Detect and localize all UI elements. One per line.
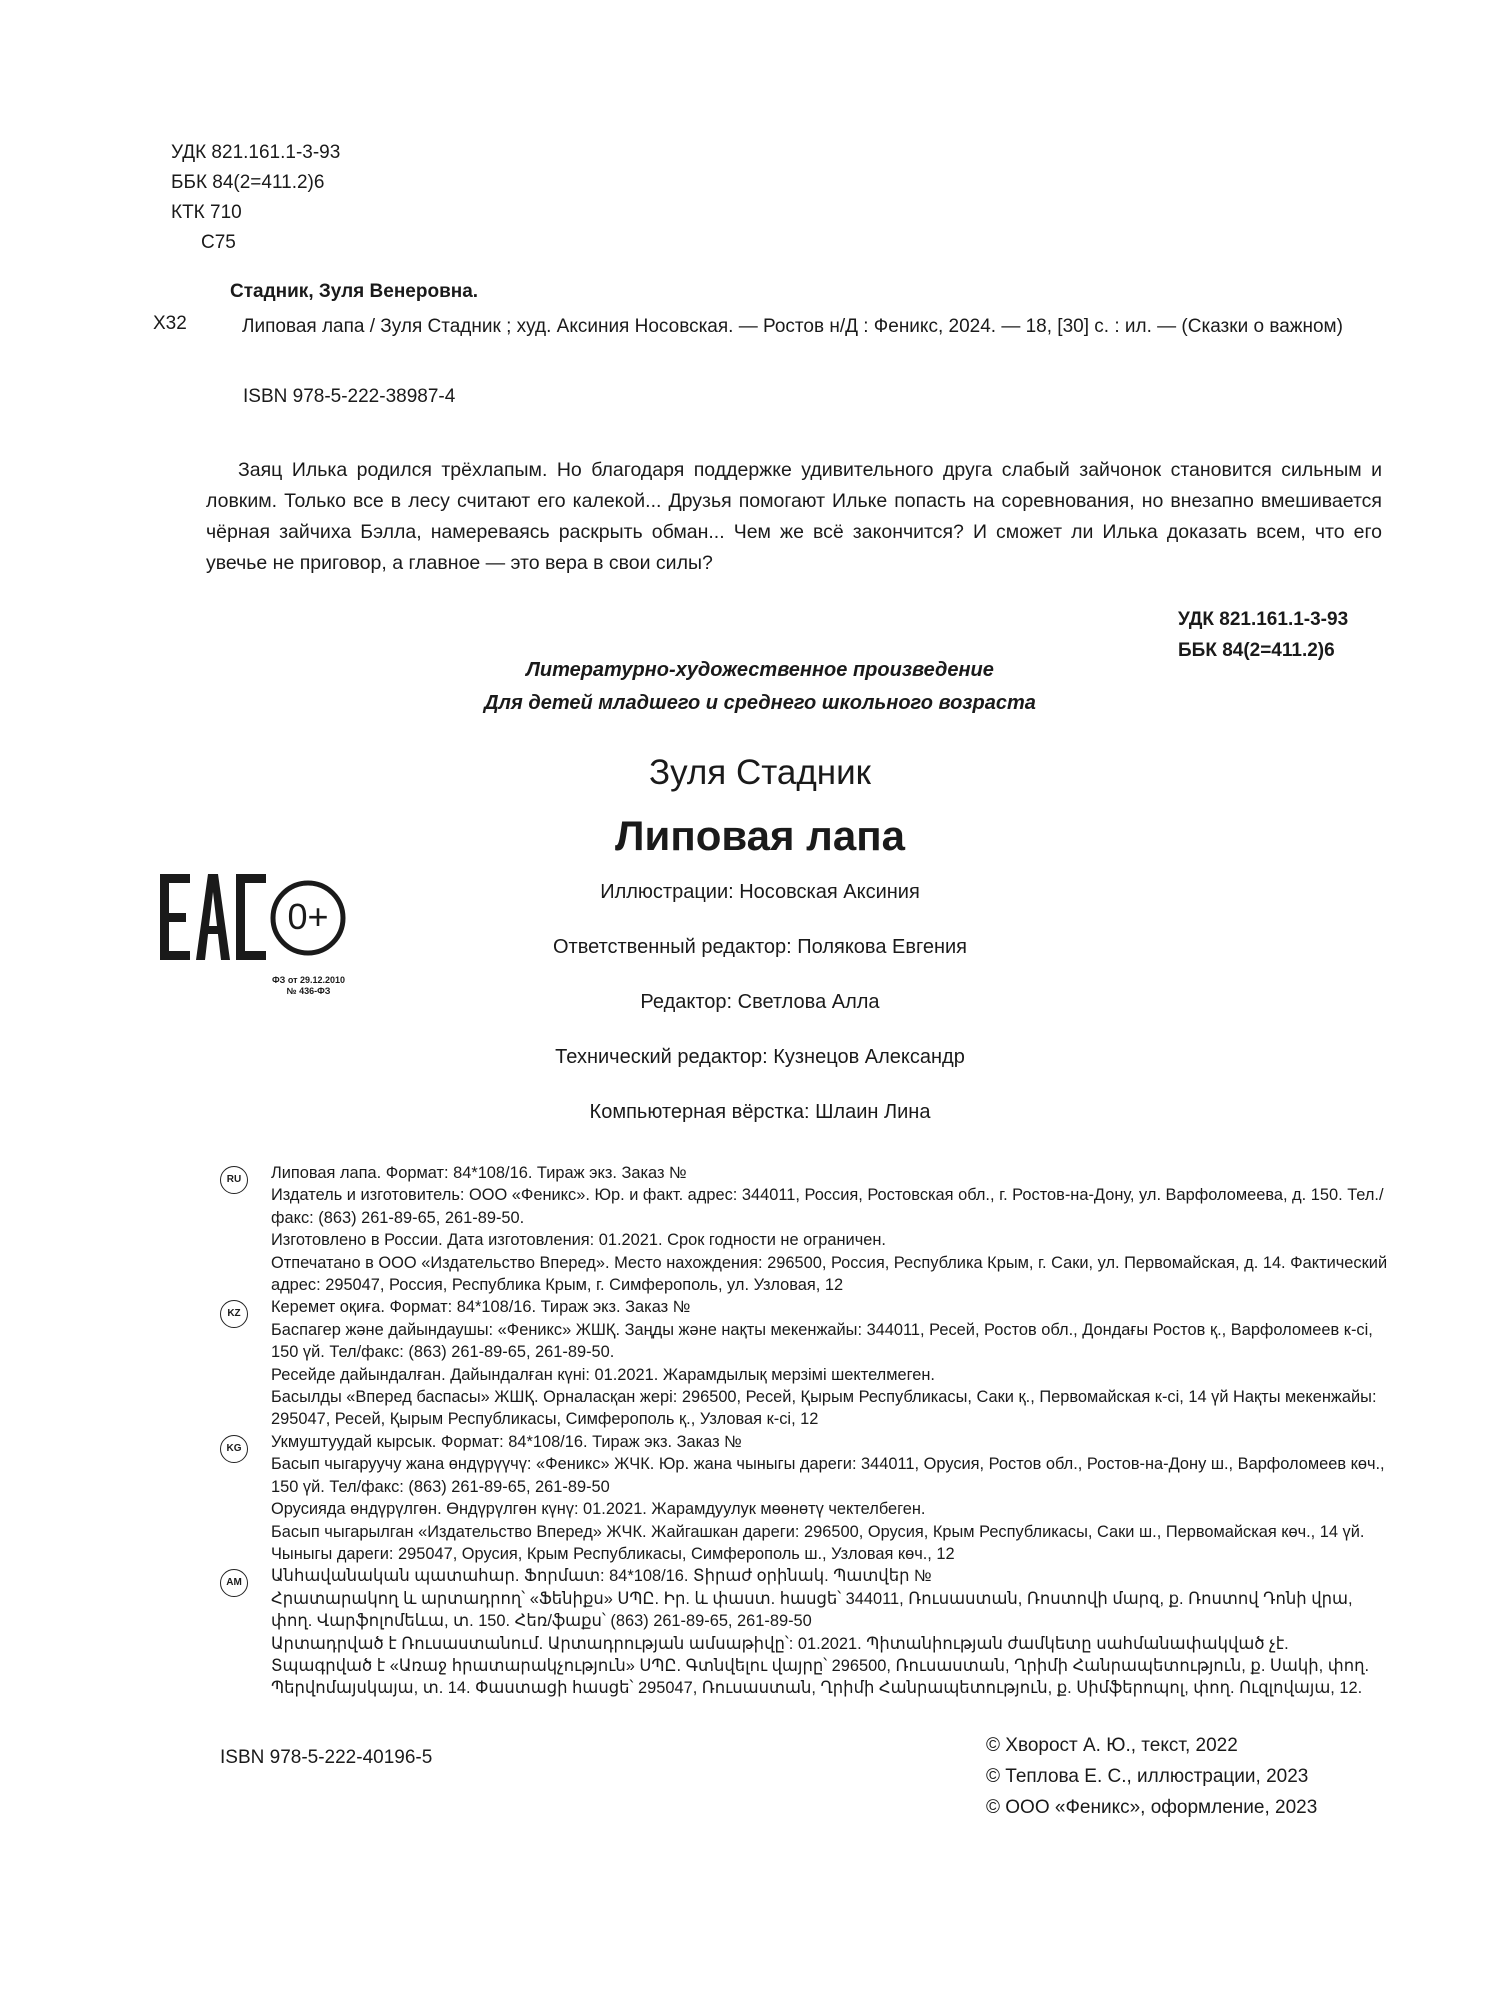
imprint-line: Басылды «Вперед баспасы» ЖШҚ. Орналасқан жері: 296500, Ресей, Қырым Республикасы, Саки қ., Первомайская к-сі, 14 үй Нақты мекенжайы: 295047, Ресей, Қырым Республикасы, Симферополь қ., Узловая к-сі, 12	[271, 1388, 1377, 1429]
catalog-author: Стадник, Зуля Венеровна.	[230, 281, 479, 302]
credit-responsible-editor: Ответственный редактор: Полякова Евгения	[553, 936, 967, 958]
credit-illustrator: Иллюстрации: Носовская Аксиния	[600, 881, 920, 903]
audience-line: Для детей младшего и среднего школьного возраста	[484, 692, 1036, 714]
imprint-line: Басып чыгаруучу жана өндүрүүчү: «Феникс» ЖЧК. Юр. жана чыныгы дареги: 344011, Орусия, Ростов обл., Ростов-на-Дону ш., Варфоломеев көч., 150 үй. Тел/факс: (863) 261-89-65, 261-89-50	[271, 1455, 1385, 1496]
book-author: Зуля Стадник	[649, 753, 871, 792]
credit-layout: Компьютерная вёрстка: Шлаин Лина	[589, 1101, 931, 1123]
fz-law-note	[272, 975, 345, 997]
age-rating: 0+	[287, 896, 329, 937]
bottom-isbn: ISBN 978-5-222-40196-5	[220, 1747, 433, 1768]
copyright-block	[986, 1730, 1317, 1823]
imprint-line: Տպագրված է «Առաջ հրատարակչություն» ՍՊԸ. Գտնվելու վայրը՝ 296500, Ռուսաստան, Ղրիմի Հանրապետություն, ք. Սակի, փող. Պերվոմայսկայա, տ. 14. Փաստացի հասցե՝ 295047, Ռուսաստան, Ղրիմի Հանրապետություն, ք. Սիմֆերոպոլ, փող. Ուզլովայա, 12.	[271, 1656, 1370, 1698]
kz-badge: KZ	[220, 1300, 248, 1328]
annotation: Заяц Илька родился трёхлапым. Но благодаря поддержке удивительного друга слабый зайчонок становится сильным и ловким. Только все в лесу считают его калекой... Друзья помогают Ильке попасть на соревнования, но внезапно вмешивается чёрная зайчиха Бэлла, намереваясь раскрыть обман... Чем же всё закончится? И сможет ли Илька доказать всем, что его увечье не приговор, а главное — это вера в свои силы?	[206, 459, 1382, 574]
imprint-section-am	[216, 1565, 1392, 1699]
imprint-line: Հրատարակող և արտադրող՝ «Ֆենիքս» ՍՊԸ. Իր. և փաստ. հասցե՝ 344011, Ռուսաստան, Ռոստովի մարզ, ք. Ռոստով Դոնի վրա, փող. Վարֆոլոմեևա, տ. 150. Հեռ/ֆաքս՝ (863) 261-89-65, 261-89-50	[271, 1589, 1353, 1631]
imprint-line: Баспагер және дайындаушы: «Феникс» ЖШҚ. Заңды және нақты мекенжайы: 344011, Ресей, Ростов обл., Дондағы Ростов қ., Варфоломеев к-сі, 150 үй. Тел/факс: (863) 261-89-65, 261-89-50.	[271, 1320, 1373, 1362]
imprint-line: Орусияда өндүрүлгөн. Өндүрүлгөн күнү: 01.2021. Жарамдуулук мөөнөтү чектелбеген.	[271, 1500, 926, 1519]
bbk-code: ББК 84(2=411.2)6	[171, 172, 325, 193]
am-badge: AM	[220, 1569, 248, 1597]
imprint-line: Ресейде дайындалған. Дайындалған күні: 01.2021. Жарамдылық мерзімі шектелмеген.	[271, 1365, 935, 1384]
ktk-code: КТК 710	[171, 202, 242, 223]
imprint-line: Անհավանական պատահար. Ֆորմատ: 84*108/16. Տիրաժ օրինակ. Պատվեր №	[271, 1567, 932, 1586]
imprint-section-kz	[216, 1296, 1392, 1430]
right-codes	[1178, 604, 1348, 666]
credit-editor: Редактор: Светлова Алла	[640, 991, 880, 1013]
imprint-block	[216, 1162, 1392, 1700]
genre-block	[380, 654, 1140, 720]
udk-code-right: УДК 821.161.1-3-93	[1178, 609, 1349, 630]
catalog-code: Х32	[153, 313, 187, 334]
kg-badge: KG	[220, 1435, 248, 1463]
copyright-illustrations: © Теплова Е. С., иллюстрации, 2023	[986, 1766, 1309, 1787]
imprint-section-ru	[216, 1162, 1392, 1296]
bbk-code-right: ББК 84(2=411.2)6	[1178, 640, 1335, 661]
genre-line: Литературно-художественное произведение	[526, 659, 994, 681]
copyright-design: © ООО «Феникс», оформление, 2023	[986, 1797, 1318, 1818]
credit-technical-editor: Технический редактор: Кузнецов Александр	[555, 1046, 965, 1068]
book-title: Липовая лапа	[615, 812, 905, 859]
udk-code: УДК 821.161.1-3-93	[171, 142, 341, 163]
eac-logo-icon	[158, 862, 378, 972]
imprint-line: Отпечатано в ООО «Издательство Вперед». Место нахождения: 296500, Россия, Республика Крым, г. Саки, ул. Первомайская, д. 14. Фактический адрес: 295047, Россия, Республика Крым, г. Симферополь, ул. Узловая, 12	[271, 1253, 1388, 1295]
imprint-line: Укмуштуудай кырсык. Формат: 84*108/16. Тираж экз. Заказ №	[271, 1432, 742, 1451]
imprint-line: Изготовлено в России. Дата изготовления: 01.2021. Срок годности не ограничен.	[271, 1231, 886, 1250]
credits-list	[430, 877, 1090, 1152]
fz-line-2: № 436-ФЗ	[286, 986, 331, 996]
imprint-line: Արտադրված է Ռուսաստանում. Արտադրության ամսաթիվը՝: 01.2021. Պիտանիության ժամկետը սահմանափակված չէ.	[271, 1634, 1289, 1653]
imprint-section-kg	[216, 1431, 1392, 1565]
imprint-line: Керемет оқиға. Формат: 84*108/16. Тираж экз. Заказ №	[271, 1298, 691, 1317]
author-mark: С75	[201, 232, 236, 253]
imprint-line: Издатель и изготовитель: ООО «Феникс». Юр. и факт. адрес: 344011, Россия, Ростовская обл., г. Ростов-на-Дону, ул. Варфоломеева, д. 150. Тел./факс: (863) 261-89-65, 261-89-50.	[271, 1186, 1384, 1227]
imprint-line: Липовая лапа. Формат: 84*108/16. Тираж экз. Заказ №	[271, 1164, 687, 1182]
classification-codes	[171, 138, 340, 258]
fz-line-1: ФЗ от 29.12.2010	[272, 975, 346, 985]
bibliographic-description: Липовая лапа / Зуля Стадник ; худ. Аксиния Носовская. — Ростов н/Д : Феникс, 2024. — 18, [30] с. : ил. — (Сказки о важном)	[242, 316, 1343, 337]
catalog-isbn: ISBN 978-5-222-38987-4	[243, 386, 456, 407]
ru-badge: RU	[220, 1166, 248, 1194]
imprint-line: Басып чыгарылган «Издательство Вперед» ЖЧК. Жайгашкан дареги: 296500, Орусия, Крым Республикасы, Саки ш., Первомайская көч., 14 үй. Чыныгы дареги: 295047, Орусия, Крым Республикасы, Симферополь ш., Узловая көч., 12	[271, 1522, 1365, 1563]
copyright-text: © Хворост А. Ю., текст, 2022	[986, 1735, 1238, 1756]
